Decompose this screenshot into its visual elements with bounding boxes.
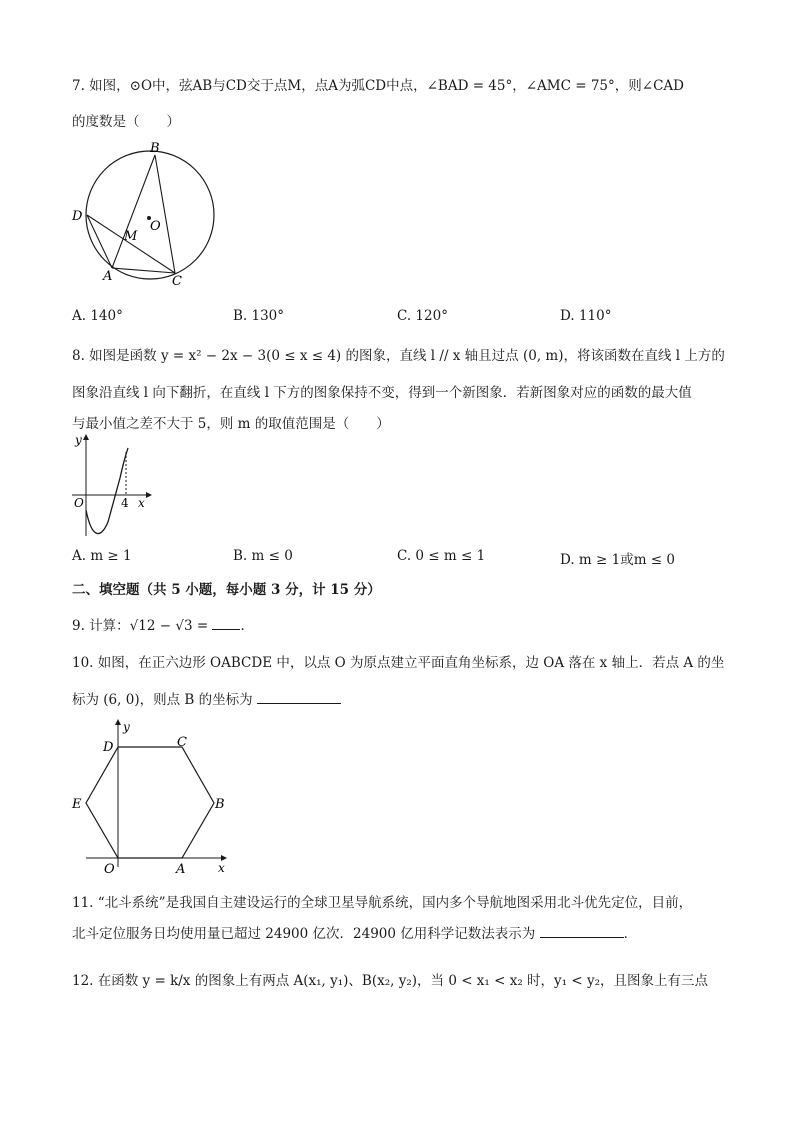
q8-x-arrow: [146, 492, 152, 498]
q8-y-arrow: [83, 434, 89, 440]
q7-label-O: O: [150, 219, 161, 234]
q7-chord-AB: [112, 155, 155, 268]
q8-option-d: D. m ≥ 1或m ≤ 0: [560, 552, 675, 568]
q8-label-4: 4: [121, 496, 129, 510]
q9-end: ．: [240, 618, 254, 634]
q7-line2: 的度数是（ ）: [72, 114, 180, 130]
q9-text: 9. 计算：√12 − √3 =: [72, 618, 209, 634]
q7-chord-BC: [155, 155, 175, 273]
q11-end: ．: [623, 926, 638, 942]
q8-line3: 与最小值之差不大于 5，则 m 的取值范围是（ ）: [72, 416, 390, 432]
q10-label-B: B: [215, 797, 225, 812]
q7-option-d: D. 110°: [560, 308, 612, 324]
q10-answer-blank[interactable]: [257, 689, 341, 704]
q10-hexagon: [86, 747, 214, 858]
q12-line1: 12. 在函数 y = k/x 的图象上有两点 A(x₁, y₁)、B(x₂, y₂)，当 0 < x₁ < x₂ 时，y₁ < y₂，且图象上有三点: [72, 973, 709, 989]
q11-line1: 11. “北斗系统”是我国自主建设运行的全球卫星导航系统，国内多个导航地图采用北斗优先定位，目前，: [72, 895, 693, 911]
q7-option-c: C. 120°: [397, 308, 448, 324]
q8-line1: 8. 如图是函数 y = x² − 2x − 3(0 ≤ x ≤ 4) 的图象，直线 l // x 轴且过点 (0, m)，将该函数在直线 l 上方的: [72, 348, 725, 364]
q7-option-b: B. 130°: [233, 308, 285, 324]
q10-label-C: C: [177, 735, 187, 750]
q8-label-y: y: [75, 433, 82, 447]
q7-label-B: B: [150, 141, 160, 156]
q8-label-o: O: [74, 496, 84, 510]
q7-label-D: D: [72, 209, 83, 224]
q8-parabola-figure: [66, 430, 156, 540]
q7-circle-figure: [66, 140, 216, 290]
q10-label-x: x: [218, 861, 225, 875]
q10-label-D: D: [103, 740, 114, 755]
q8-label-x: x: [138, 496, 145, 510]
q7-line1: 7. 如图，⊙O中，弦AB与CD交于点M，点A为弧CD中点，∠BAD = 45°，∠AMC = 75°，则∠CAD: [72, 78, 684, 94]
q10-line2: [72, 688, 341, 708]
q8-option-b: B. m ≤ 0: [233, 548, 293, 564]
q7-label-M: M: [124, 229, 138, 244]
q10-label-A: A: [176, 862, 186, 877]
q10-y-arrow: [115, 719, 121, 725]
q9-answer-blank[interactable]: [212, 615, 240, 630]
q10-label-E: E: [72, 797, 82, 812]
q9-line: [72, 614, 254, 634]
q8-option-c: C. 0 ≤ m ≤ 1: [397, 548, 486, 564]
q7-option-a: A. 140°: [72, 308, 123, 324]
q8-line2: 图象沿直线 l 向下翻折，在直线 l 下方的图象保持不变，得到一个新图象．若新图象对应的函数的最大值: [72, 385, 692, 401]
q8-option-a: A. m ≥ 1: [72, 548, 132, 564]
q10-hexagon-figure: [66, 715, 236, 875]
q11-answer-blank[interactable]: [540, 923, 624, 938]
q7-circle: [86, 151, 214, 279]
q8-parabola-curve: [86, 448, 128, 534]
q10-line2-text: 标为 (6, 0)，则点 B 的坐标为: [72, 692, 253, 708]
q11-line2-text: 北斗定位服务日均使用量已超过 24900 亿次．24900 亿用科学记数法表示为: [72, 926, 536, 942]
q10-label-y: y: [123, 720, 130, 734]
section2-heading: 二、填空题（共 5 小题，每小题 3 分，计 15 分）: [72, 582, 381, 598]
q11-line2: [72, 922, 637, 942]
q7-label-A: A: [103, 269, 113, 284]
q10-label-O: O: [104, 862, 115, 877]
q7-label-C: C: [172, 274, 182, 289]
q10-line1: 10. 如图，在正六边形 OABCDE 中，以点 O 为原点建立平面直角坐标系，边 OA 落在 x 轴上．若点 A 的坐: [72, 655, 725, 671]
